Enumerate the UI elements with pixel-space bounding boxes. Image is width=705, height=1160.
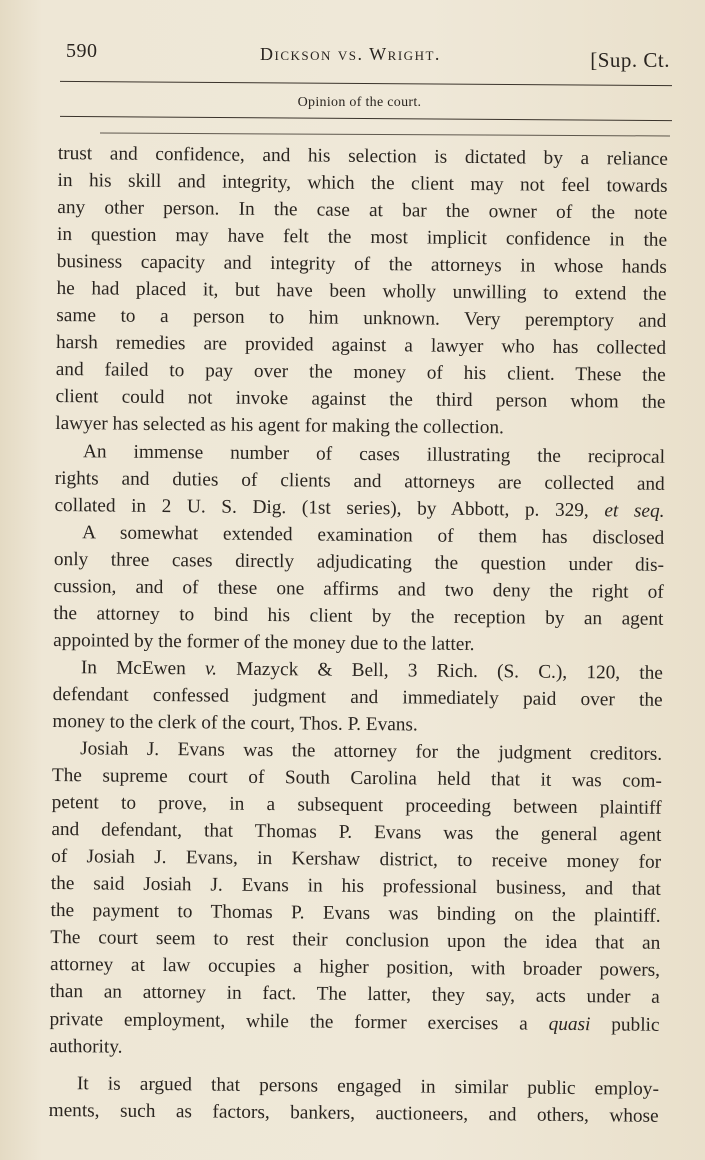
text-line: It is argued that persons engaged in similar public employ- bbox=[76, 1072, 660, 1100]
header-rule bbox=[60, 81, 672, 86]
text-line: defendant confessed judgment and immediately paid over the bbox=[52, 683, 663, 711]
court-label: [Sup. Ct. bbox=[590, 48, 670, 72]
text-line: Josiah J. Evans was the attorney for the judgment creditors. bbox=[80, 738, 663, 765]
text-line: same to a person to him unknown. Very peremptory and bbox=[56, 305, 667, 333]
text-line: in his skill and integrity, which the client may not feel towards bbox=[57, 170, 668, 197]
section-rule bbox=[60, 116, 672, 121]
italic-text: et seq. bbox=[604, 499, 665, 522]
text-line: any other person. In the case at bar the owner of the note bbox=[57, 197, 668, 224]
page-header bbox=[62, 38, 674, 78]
italic-text: v. bbox=[204, 658, 218, 680]
page-number: 590 bbox=[66, 40, 98, 62]
text-line: business capacity and integrity of the attorneys in whose hands bbox=[56, 251, 667, 279]
text-line: and defendant, that Thomas P. Evans was the general agent bbox=[51, 819, 662, 846]
text-segment: Mazyck & Bell, 3 Rich. (S. C.), 120, the bbox=[236, 658, 663, 684]
text-line: the attorney to bind his client by the reception by an agent bbox=[53, 602, 664, 630]
text-line: he had placed it, but have been wholly unwilling to extend the bbox=[56, 278, 667, 306]
text-line: the payment to Thomas P. Evans was binding on the plaintiff. bbox=[50, 900, 661, 928]
text-line: lawyer has selected as his agent for making the collection. bbox=[55, 413, 505, 439]
text-segment: public bbox=[611, 1013, 660, 1036]
text-line: and failed to pay over the money of his client. These the bbox=[55, 359, 666, 387]
text-line: of Josiah J. Evans, in Kershaw district, to receive money for bbox=[51, 846, 662, 874]
text-line: client could not invoke against the third person whom the bbox=[55, 386, 666, 414]
text-line: than an attorney in fact. The latter, they say, acts under a bbox=[49, 981, 660, 1009]
text-segment: private employment, while the former exercises a bbox=[49, 1008, 528, 1035]
section-heading: Opinion of the court. bbox=[297, 95, 422, 110]
text-line: money to the clerk of the court, Thos. P. Evans. bbox=[52, 710, 418, 736]
text-line: The court seem to rest their conclusion upon the idea that an bbox=[50, 927, 661, 955]
text-line: authority. bbox=[49, 1035, 123, 1058]
opinion-text bbox=[49, 140, 668, 1129]
text-line: only three cases directly adjudicating the question under dis- bbox=[53, 548, 665, 576]
italic-text: quasi bbox=[548, 1013, 591, 1035]
text-line: trust and confidence, and his selection is dictated by a reliance bbox=[57, 142, 668, 170]
text-line: petent to prove, in a subsequent proceeding between plaintiff bbox=[51, 792, 662, 819]
text-line: in question may have felt the most implicit confidence in the bbox=[56, 224, 668, 251]
text-line: attorney at law occupies a higher position, with broader powers, bbox=[49, 954, 661, 982]
text-line: appointed by the former of the money due to the latter. bbox=[53, 629, 475, 655]
text-line: The supreme court of South Carolina held that it was com- bbox=[51, 765, 662, 792]
text-line: A somewhat extended examination of them has disclosed bbox=[82, 521, 665, 549]
text-line: ments, such as factors, bankers, auctioneers, and others, whose bbox=[48, 1099, 659, 1127]
section-rule-secondary bbox=[100, 133, 670, 137]
text-segment: collated in 2 U. S. Dig. (1st series), by Abbott, p. 329, bbox=[54, 494, 589, 521]
text-line: the said Josiah J. Evans in his professional business, and that bbox=[50, 873, 661, 901]
text-line: cussion, and of these one affirms and two deny the right of bbox=[53, 575, 664, 603]
text-segment: In McEwen bbox=[80, 657, 186, 680]
running-title: Dickson vs. Wright. bbox=[260, 44, 441, 64]
text-line: rights and duties of clients and attorneys are collected and bbox=[54, 467, 665, 495]
text-line: An immense number of cases illustrating the reciprocal bbox=[82, 440, 666, 468]
text-line: harsh remedies are provided against a lawyer who has collected bbox=[55, 332, 667, 360]
